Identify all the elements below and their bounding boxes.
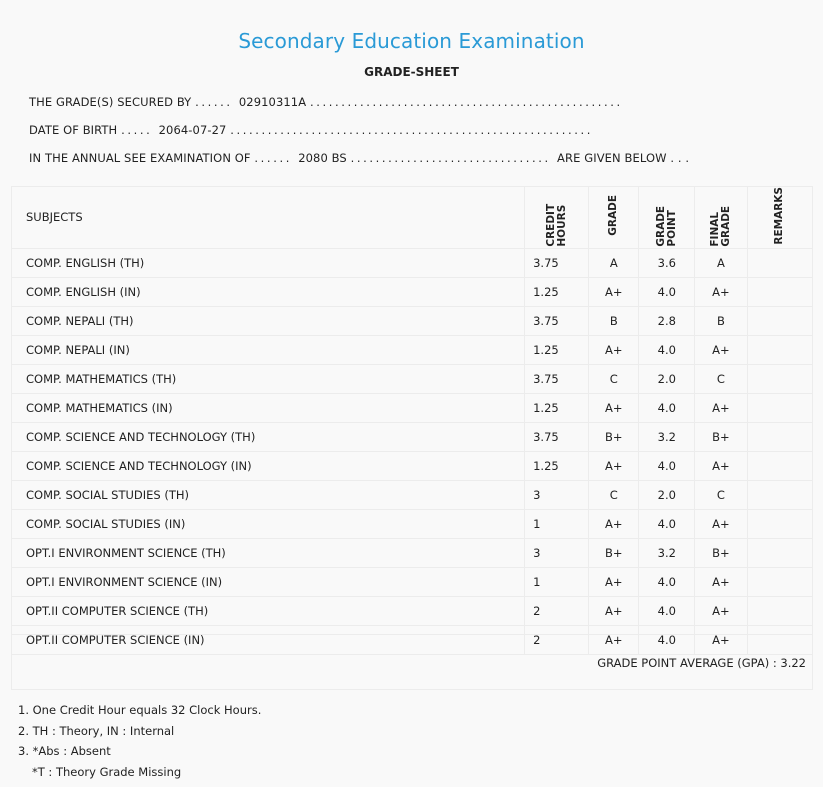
grade-point-cell: 2.8 xyxy=(639,306,695,335)
dob-value: 2064-07-27 xyxy=(158,123,227,137)
final-grade-cell: A+ xyxy=(695,509,747,538)
gpa-box xyxy=(11,634,813,690)
grade-cell: A+ xyxy=(589,451,639,480)
subject-cell: COMP. SOCIAL STUDIES (IN) xyxy=(12,509,525,538)
remarks-cell xyxy=(747,538,813,567)
grade-point-cell: 4.0 xyxy=(639,625,695,654)
subject-cell: COMP. ENGLISH (TH) xyxy=(12,248,525,277)
remarks-cell xyxy=(747,422,813,451)
final-grade-cell: B+ xyxy=(695,538,747,567)
note-item: 3. *Abs : Absent xyxy=(18,744,111,758)
remarks-cell xyxy=(747,393,813,422)
subject-cell: COMP. SCIENCE AND TECHNOLOGY (TH) xyxy=(12,422,525,451)
leader-dots: ..... xyxy=(121,123,159,137)
notes xyxy=(18,702,261,784)
header-final-grade xyxy=(695,187,747,249)
final-grade-cell: B xyxy=(695,306,747,335)
table-row xyxy=(12,335,813,364)
remarks-cell xyxy=(747,596,813,625)
subject-cell: OPT.II COMPUTER SCIENCE (TH) xyxy=(12,596,525,625)
grade-point-cell: 4.0 xyxy=(639,335,695,364)
grade-point-cell: 3.6 xyxy=(639,248,695,277)
table-row xyxy=(12,451,813,480)
header-subjects: SUBJECTS xyxy=(12,187,525,249)
subject-cell: COMP. MATHEMATICS (TH) xyxy=(12,364,525,393)
final-grade-cell: A xyxy=(695,248,747,277)
secured-by-label: THE GRADE(S) SECURED BY xyxy=(29,95,192,109)
credit-hours-cell: 3.75 xyxy=(525,248,589,277)
subject-cell: COMP. SCIENCE AND TECHNOLOGY (IN) xyxy=(12,451,525,480)
dob-line xyxy=(29,123,593,137)
grade-point-cell: 2.0 xyxy=(639,480,695,509)
final-grade-cell: C xyxy=(695,480,747,509)
credit-hours-cell: 3.75 xyxy=(525,422,589,451)
remarks-cell xyxy=(747,306,813,335)
grade-cell: B+ xyxy=(589,538,639,567)
credit-hours-cell: 1.25 xyxy=(525,451,589,480)
grade-cell: A+ xyxy=(589,393,639,422)
table-row xyxy=(12,277,813,306)
grade-point-cell: 4.0 xyxy=(639,393,695,422)
note-item: 2. TH : Theory, IN : Internal xyxy=(18,723,175,738)
grade-point-cell: 4.0 xyxy=(639,451,695,480)
subject-cell: COMP. ENGLISH (IN) xyxy=(12,277,525,306)
credit-hours-cell: 1.25 xyxy=(525,335,589,364)
header-remarks-label: REMARKS xyxy=(773,187,786,245)
grade-cell: C xyxy=(589,480,639,509)
dob-label: DATE OF BIRTH xyxy=(29,123,118,137)
table-row xyxy=(12,509,813,538)
header-grade-label: GRADE xyxy=(607,195,620,237)
table-header-row xyxy=(12,187,813,249)
note-item: 1. One Credit Hour equals 32 Clock Hours. xyxy=(18,703,262,717)
final-grade-cell: A+ xyxy=(695,335,747,364)
final-grade-cell: A+ xyxy=(695,596,747,625)
subject-cell: COMP. NEPALI (TH) xyxy=(12,306,525,335)
grade-cell: C xyxy=(589,364,639,393)
final-grade-cell: B+ xyxy=(695,422,747,451)
final-grade-cell: A+ xyxy=(695,451,747,480)
remarks-cell xyxy=(747,509,813,538)
gpa-line xyxy=(597,656,806,670)
table-row xyxy=(12,422,813,451)
leader-dots: ...... xyxy=(254,151,299,165)
grade-point-cell: 2.0 xyxy=(639,364,695,393)
header-grade-point xyxy=(639,187,695,249)
credit-hours-cell: 3.75 xyxy=(525,364,589,393)
header-credit-hours-label: CREDIT HOURS xyxy=(544,203,568,247)
header-grade-point-label: GRADE POINT xyxy=(654,205,678,247)
symbol-number: 02910311A xyxy=(238,95,307,109)
remarks-cell xyxy=(747,451,813,480)
credit-hours-cell: 1.25 xyxy=(525,277,589,306)
remarks-cell xyxy=(747,277,813,306)
subject-cell: OPT.I ENVIRONMENT SCIENCE (TH) xyxy=(12,538,525,567)
leader-dots: .......................................................... xyxy=(230,123,594,137)
note-item: *T : Theory Grade Missing xyxy=(32,764,182,779)
subject-cell: OPT.I ENVIRONMENT SCIENCE (IN) xyxy=(12,567,525,596)
gpa-value: 3.22 xyxy=(780,656,806,670)
grade-cell: A+ xyxy=(589,625,639,654)
table-row xyxy=(12,480,813,509)
credit-hours-cell: 3 xyxy=(525,480,589,509)
grade-point-cell: 3.2 xyxy=(639,538,695,567)
exam-suffix: ARE GIVEN BELOW . . . xyxy=(557,151,690,165)
table-row xyxy=(12,567,813,596)
final-grade-cell: C xyxy=(695,364,747,393)
leader-dots: .................................................. xyxy=(309,95,623,109)
secured-by-line xyxy=(29,95,623,109)
exam-label: IN THE ANNUAL SEE EXAMINATION OF xyxy=(29,151,251,165)
exam-value: 2080 BS xyxy=(298,151,347,165)
leader-dots: ...... xyxy=(195,95,239,109)
final-grade-cell: A+ xyxy=(695,567,747,596)
page-title: Secondary Education Examination xyxy=(238,29,585,53)
subject-cell: COMP. NEPALI (IN) xyxy=(12,335,525,364)
credit-hours-cell: 1.25 xyxy=(525,393,589,422)
header-grade xyxy=(589,187,639,249)
grade-cell: B xyxy=(589,306,639,335)
remarks-cell xyxy=(747,335,813,364)
credit-hours-cell: 2 xyxy=(525,596,589,625)
grade-cell: A+ xyxy=(589,567,639,596)
subject-cell: COMP. MATHEMATICS (IN) xyxy=(12,393,525,422)
credit-hours-cell: 3.75 xyxy=(525,306,589,335)
remarks-cell xyxy=(747,364,813,393)
grade-point-cell: 4.0 xyxy=(639,277,695,306)
grade-cell: A+ xyxy=(589,509,639,538)
grade-cell: A xyxy=(589,248,639,277)
credit-hours-cell: 1 xyxy=(525,567,589,596)
header-final-grade-label: FINAL GRADE xyxy=(708,205,732,247)
grade-cell: A+ xyxy=(589,335,639,364)
grade-point-cell: 3.2 xyxy=(639,422,695,451)
table-row xyxy=(12,538,813,567)
leader-dots: ................................ xyxy=(350,151,558,165)
grade-cell: A+ xyxy=(589,596,639,625)
subject-cell: COMP. SOCIAL STUDIES (TH) xyxy=(12,480,525,509)
table-row xyxy=(12,364,813,393)
gpa-label: GRADE POINT AVERAGE (GPA) : xyxy=(597,656,777,670)
table-row xyxy=(12,248,813,277)
grade-point-cell: 4.0 xyxy=(639,509,695,538)
table-row xyxy=(12,596,813,625)
remarks-cell xyxy=(747,480,813,509)
credit-hours-cell: 1 xyxy=(525,509,589,538)
credit-hours-cell: 2 xyxy=(525,625,589,654)
grade-cell: B+ xyxy=(589,422,639,451)
remarks-cell xyxy=(747,248,813,277)
credit-hours-cell: 3 xyxy=(525,538,589,567)
subject-cell: OPT.II COMPUTER SCIENCE (IN) xyxy=(12,625,525,654)
grade-point-cell: 4.0 xyxy=(639,596,695,625)
final-grade-cell: A+ xyxy=(695,277,747,306)
grades-table xyxy=(11,186,813,655)
exam-line xyxy=(29,151,689,165)
table-row xyxy=(12,306,813,335)
final-grade-cell: A+ xyxy=(695,393,747,422)
header-credit-hours xyxy=(525,187,589,249)
grade-point-cell: 4.0 xyxy=(639,567,695,596)
final-grade-cell: A+ xyxy=(695,625,747,654)
header-remarks xyxy=(747,187,813,249)
table-row xyxy=(12,393,813,422)
remarks-cell xyxy=(747,567,813,596)
grade-sheet-heading: GRADE-SHEET xyxy=(364,65,459,79)
grade-cell: A+ xyxy=(589,277,639,306)
